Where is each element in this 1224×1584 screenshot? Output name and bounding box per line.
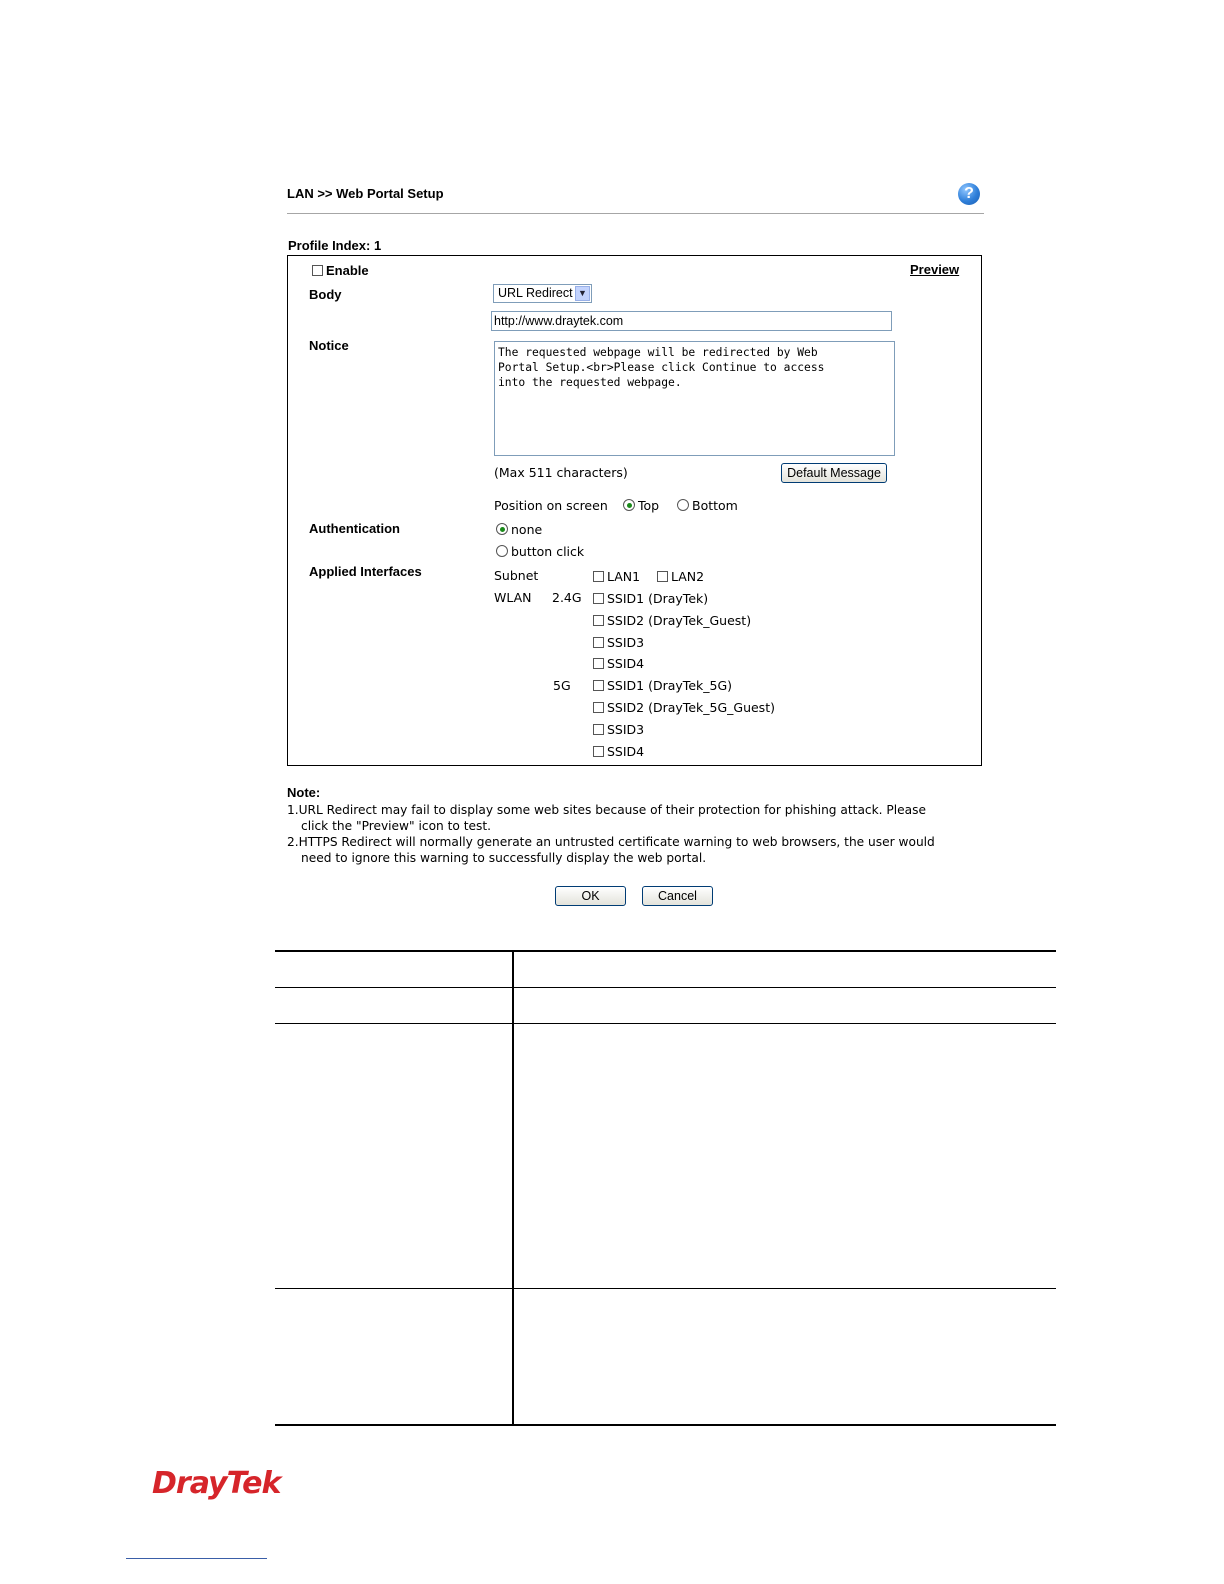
redirect-url-input[interactable]: http://www.draytek.com [491,311,892,331]
enable-checkbox-row[interactable] [312,263,369,278]
body-select-value: URL Redirect [498,286,573,300]
ssid5-1-checkbox[interactable] [593,680,604,691]
notice-textarea[interactable]: The requested webpage will be redirected by Web Portal Setup.<br>Please click Continue to access into the requested webpage. [494,341,895,456]
subnet-label: Subnet [494,568,539,583]
ssid5-4-option[interactable]: SSID4 [593,744,644,759]
doc-table-row-divider [275,1023,1056,1024]
note-title: Note: [287,785,321,800]
auth-none-option[interactable]: none [496,522,542,537]
ssid5-2-checkbox[interactable] [593,702,604,713]
ssid5-2-option[interactable]: SSID2 (DrayTek_5G_Guest) [593,700,775,715]
note-2-line-2: need to ignore this warning to successfully display the web portal. [301,851,707,865]
footer-link-underline [126,1558,267,1559]
ok-button[interactable]: OK [555,886,626,906]
doc-table-row-divider [275,1288,1056,1289]
page-title: LAN >> Web Portal Setup [287,186,444,201]
ssid24-2-checkbox[interactable] [593,615,604,626]
position-top-option[interactable]: Top [623,498,659,513]
position-bottom-radio[interactable] [677,499,689,511]
band-5g-label: 5G [553,678,571,693]
lan2-option[interactable]: LAN2 [657,569,704,584]
body-label: Body [309,287,342,302]
doc-table-top-border [275,950,1056,952]
wlan-label: WLAN [494,590,532,605]
profile-index-label: Profile Index: 1 [288,238,382,253]
note-1-line-2: click the "Preview" icon to test. [301,819,492,833]
ssid24-3-checkbox[interactable] [593,637,604,648]
auth-button-click-option[interactable]: button click [496,544,584,559]
ssid5-3-checkbox[interactable] [593,724,604,735]
ssid24-3-option[interactable]: SSID3 [593,635,644,650]
doc-table-row-divider [275,987,1056,988]
enable-label: Enable [326,263,369,278]
ssid24-1-checkbox[interactable] [593,593,604,604]
chevron-down-icon[interactable]: ▼ [575,286,590,301]
ssid5-1-option[interactable]: SSID1 (DrayTek_5G) [593,678,732,693]
ssid24-4-option[interactable]: SSID4 [593,656,644,671]
body-select[interactable] [493,284,592,303]
lan2-checkbox[interactable] [657,571,668,582]
note-2-line-1: 2.HTTPS Redirect will normally generate an untrusted certificate warning to web browsers, the user would [287,835,935,849]
max-characters-hint: (Max 511 characters) [494,465,628,480]
notice-label: Notice [309,338,349,353]
preview-link[interactable]: Preview [910,262,960,277]
doc-table-bottom-border [275,1424,1056,1426]
auth-button-click-radio[interactable] [496,545,508,557]
authentication-label: Authentication [309,521,400,536]
position-label: Position on screen [494,498,608,513]
cancel-button[interactable]: Cancel [642,886,713,906]
applied-interfaces-label: Applied Interfaces [309,564,422,579]
question-icon[interactable]: ? [958,183,980,205]
enable-checkbox[interactable] [312,265,323,276]
title-divider [287,213,984,214]
default-message-button[interactable]: Default Message [781,463,887,483]
band-24g-label: 2.4G [552,590,582,605]
ssid24-2-option[interactable]: SSID2 (DrayTek_Guest) [593,613,751,628]
ssid24-4-checkbox[interactable] [593,658,604,669]
auth-none-radio[interactable] [496,523,508,535]
draytek-logo: DrayTek [152,1466,281,1501]
ssid5-3-option[interactable]: SSID3 [593,722,644,737]
position-bottom-option[interactable]: Bottom [677,498,738,513]
lan1-option[interactable]: LAN1 [593,569,640,584]
note-1-line-1: 1.URL Redirect may fail to display some web sites because of their protection for phishing attack. Please [287,803,926,817]
lan1-checkbox[interactable] [593,571,604,582]
ssid24-1-option[interactable]: SSID1 (DrayTek) [593,591,708,606]
doc-table-column-divider [512,950,514,1426]
position-top-radio[interactable] [623,499,635,511]
ssid5-4-checkbox[interactable] [593,746,604,757]
